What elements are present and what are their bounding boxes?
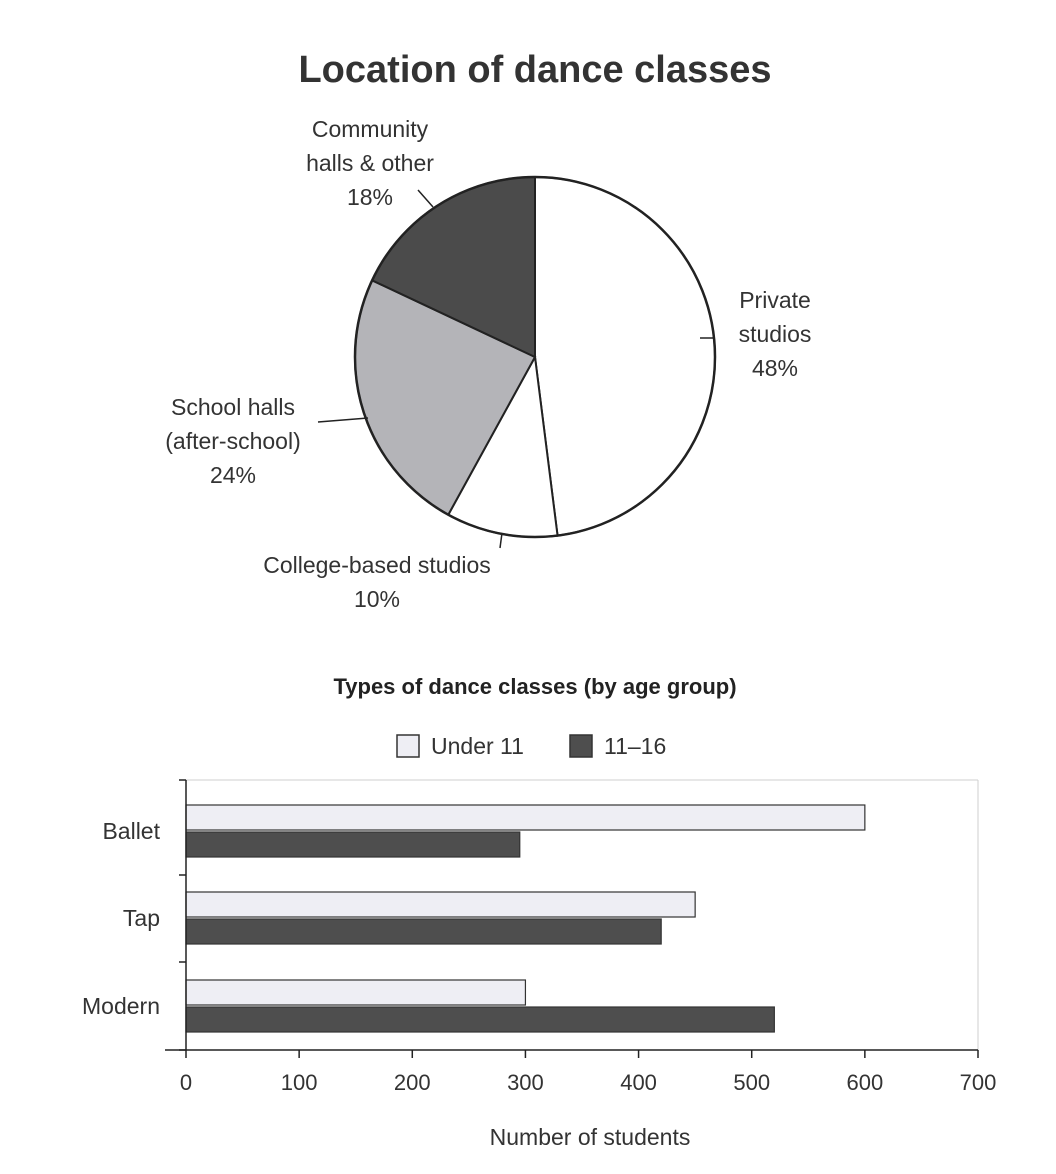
pie-slice-label: School halls (after-school) 24%: [165, 394, 301, 488]
x-axis-label: Number of students: [489, 1124, 691, 1150]
legend-label: 11–16: [604, 733, 667, 759]
bar-legend: [397, 733, 666, 759]
legend-label: Under 11: [431, 733, 524, 759]
bar-under-11: [186, 980, 525, 1005]
category-label: Ballet: [102, 818, 160, 844]
pie-leader-line: [500, 533, 502, 548]
pie-slice-label: Private studios 48%: [738, 287, 812, 381]
pie-slice-label: College-based studios 10%: [263, 552, 491, 612]
x-tick-label: 100: [280, 1070, 318, 1095]
x-tick-label: 600: [846, 1070, 884, 1095]
category-label: Tap: [122, 905, 160, 931]
bar-title: Types of dance classes (by age group): [333, 674, 737, 699]
x-tick-label: 200: [393, 1070, 431, 1095]
pie-leader-line: [318, 418, 368, 422]
pie-slice: [535, 177, 715, 536]
x-tick-label: 500: [733, 1070, 771, 1095]
bar-11-16: [186, 832, 520, 857]
pie-chart: [355, 177, 715, 537]
pie-leader-line: [418, 190, 433, 207]
bar-11-16: [186, 919, 661, 944]
x-tick-label: 300: [507, 1070, 544, 1095]
category-label: Modern: [82, 993, 160, 1019]
bar-plot-area: [82, 780, 996, 1095]
bar-11-16: [186, 1007, 774, 1032]
x-tick-label: 0: [179, 1070, 193, 1095]
pie-slice-label: Community halls & other 18%: [306, 116, 434, 210]
pie-title: Location of dance classes: [298, 49, 772, 91]
legend-swatch: [570, 735, 592, 757]
x-tick-label: 700: [959, 1070, 997, 1095]
x-tick-label: 400: [620, 1070, 657, 1095]
bar-under-11: [186, 805, 865, 830]
bar-under-11: [186, 892, 695, 917]
legend-swatch: [397, 735, 419, 757]
